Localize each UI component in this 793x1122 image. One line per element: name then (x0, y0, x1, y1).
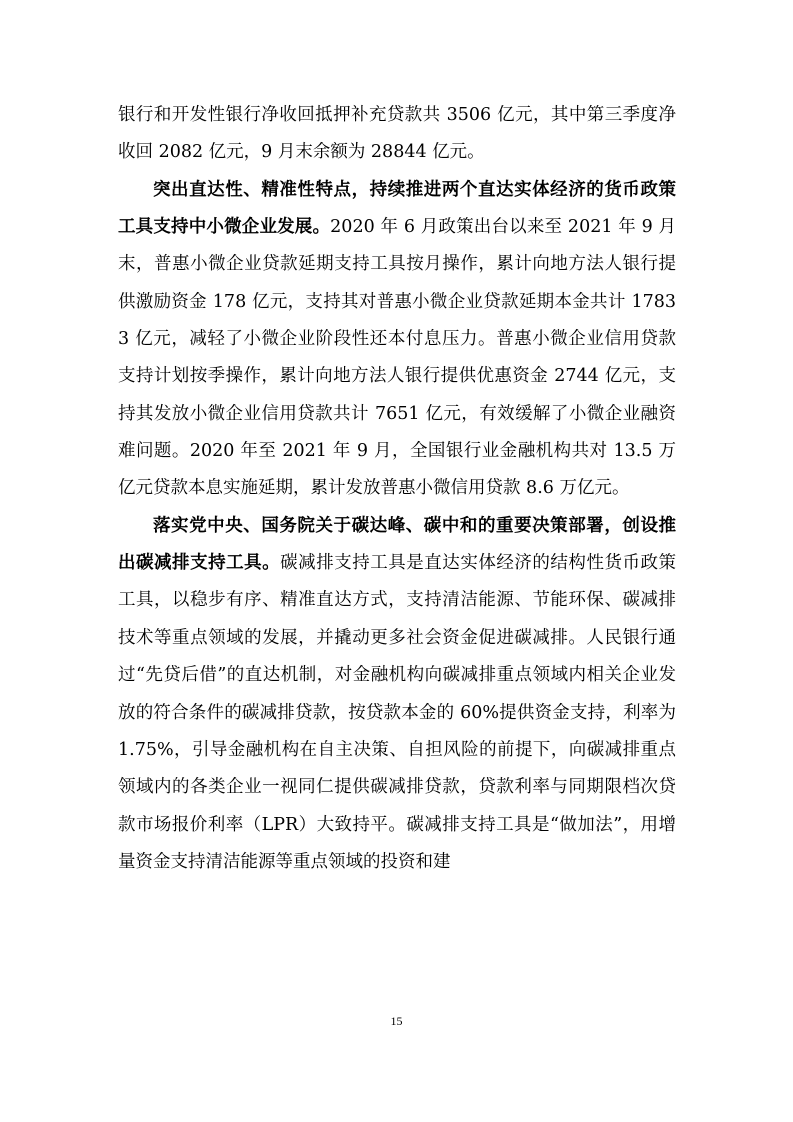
paragraph-continuation (118, 97, 676, 172)
paragraph-text: 碳减排支持工具是直达实体经济的结构性货币政策工具，以稳步有序、精准直达方式，支持清洁能源、节能环保、碳减排技术等重点领域的发展，并撬动更多社会资金促进碳减排。人民银行通过“先贷后借”的直达机制，对金融机构向碳减排重点领域内相关企业发放的符合条件的碳减排贷款，按贷款本金的 60%提供资金支持，利率为 1.75%，引导金融机构在自主决策、自担风险的前提下，向碳减排重点领域内的各类企业一视同仁提供碳减排贷款，贷款利率与同期限档次贷款市场报价利率（LPR）大致持平。碳减排支持工具是“做加法”，用增量资金支持清洁能源等重点领域的投资和建 (118, 553, 677, 872)
paragraph-direct-tools (118, 172, 676, 508)
paragraph-carbon-tool (118, 508, 676, 881)
paragraph-text: 2020 年 6 月政策出台以来至 2021 年 9 月末，普惠小微企业贷款延期支持工具按月操作，累计向地方法人银行提供激励资金 178 亿元，支持其对普惠小微企业贷款延期本金共计 17833 亿元，减轻了小微企业阶段性还本付息压力。普惠小微企业信用贷款支持计划按季操作，累计向地方法人银行提供优惠资金 2744 亿元，支持其发放小微企业信用贷款共计 7651 亿元，有效缓解了小微企业融资难问题。2020 年至 2021 年 9 月，全国银行业金融机构共对 13.5 万亿元贷款本息实施延期，累计发放普惠小微信用贷款 8.6 万亿元。 (118, 217, 677, 499)
paragraph-text: 银行和开发性银行净收回抵押补充贷款共 3506 亿元，其中第三季度净收回 2082 亿元，9 月末余额为 28844 亿元。 (118, 105, 676, 163)
paragraph-lead: 落实党中央、国务院关于碳达峰、碳中和的重要决策部署，创设推出碳减排支持工具。 (118, 515, 676, 574)
page-number: 15 (390, 1014, 403, 1028)
body-text (118, 97, 676, 881)
paragraph-lead: 突出直达性、精准性特点，持续推进两个直达实体经济的货币政策工具支持中小微企业发展。 (118, 179, 676, 238)
